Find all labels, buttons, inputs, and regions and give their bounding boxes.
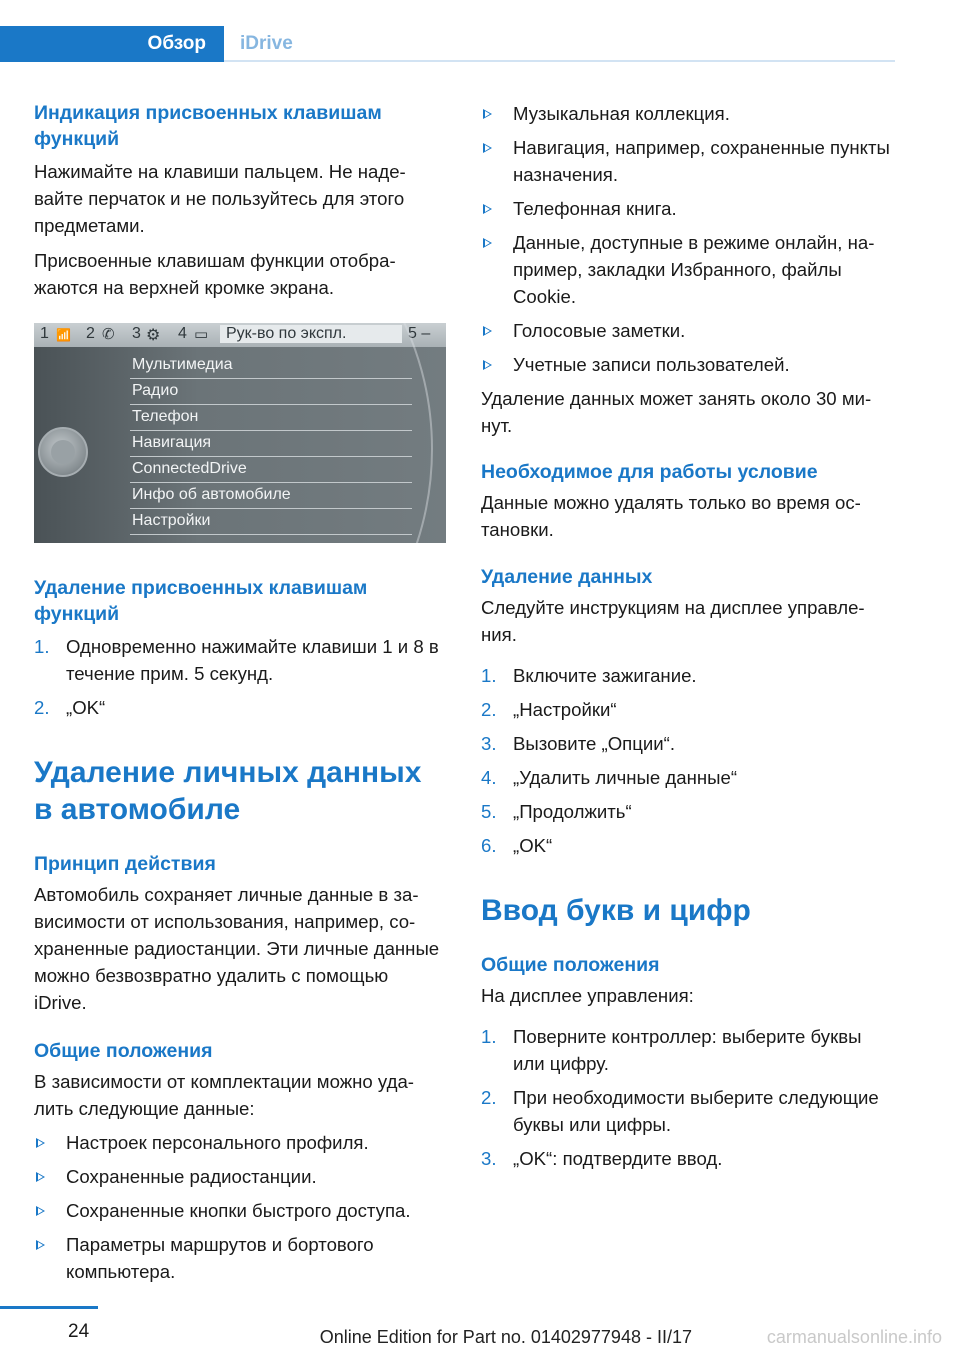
right-column: [481, 100, 893, 1172]
paragraph-condition: Данные можно удалять только во время остановки.: [481, 492, 861, 540]
paragraph-delete-time: Удаление данных может занять около 30 минут.: [481, 388, 872, 436]
paragraph-general-input: На дисплее управления:: [481, 985, 694, 1006]
menu-item: Телефон: [130, 405, 412, 431]
top-navigation: [0, 26, 895, 62]
edition-note: Online Edition for Part no. 01402977948 - II/17: [319, 1327, 692, 1347]
phone-icon: ✆: [102, 326, 115, 343]
heading-general-input: Общие положения: [481, 954, 660, 976]
heading-key-indication: Индикация присвоенных клавишам функций: [34, 102, 382, 150]
list-item: 3. „OK“: подтвердите ввод.: [481, 1148, 723, 1169]
idrive-screen-image: [34, 323, 446, 543]
heading-delete-personal-data: Удаление личных данных в автомобиле: [34, 756, 422, 826]
gear-icon: ⚙: [146, 327, 161, 344]
screen-tab-1: 1: [40, 325, 49, 342]
menu-item: ConnectedDrive: [130, 457, 412, 483]
deletable-data-list: [34, 1129, 446, 1285]
list-item: 3. Вызовите „Опции“.: [481, 733, 676, 754]
watermark: carmanualsonline.info: [766, 1327, 942, 1347]
list-item: 2. „Настройки“: [481, 699, 617, 720]
heading-delete-keys: Удаление присвоенных клавишам функций: [34, 577, 368, 625]
list-item: 5. „Продолжить“: [481, 801, 632, 822]
heading-condition: Необходимое для работы условие: [481, 461, 818, 483]
list-item: Музыкальная коллекция.: [481, 100, 893, 127]
list-item: 1. Одновременно нажимайте клавиши 1 и 8 в течение прим. 5 секунд.: [34, 636, 439, 684]
menu-item: Радио: [130, 379, 412, 405]
menu-item: Настройки: [130, 509, 412, 535]
heading-general: Общие положения: [34, 1040, 213, 1062]
screen-tab-4: 4: [178, 325, 187, 342]
list-item: 1. Поверните контроллер: выберите буквы или цифру.: [481, 1026, 862, 1074]
heading-principle: Принцип действия: [34, 853, 216, 875]
list-item: 6. „OK“: [481, 835, 553, 856]
tab-overview-label: Обзор: [147, 33, 206, 54]
car-icon: ▭: [194, 326, 209, 343]
screen-tab-3: 3: [132, 325, 141, 342]
controller-icon: [38, 427, 88, 477]
screen-tab-manual: Рук-во по экспл.: [220, 325, 402, 343]
paragraph-general: В зависимости от комплектации можно удалить следующие данные:: [34, 1071, 414, 1119]
list-item: Параметры маршрутов и бортового компьютера.: [34, 1231, 446, 1285]
heading-delete-data: Удаление данных: [481, 566, 653, 588]
list-item: Данные, доступные в режиме онлайн, например, закладки Избранного, файлы Cookie.: [481, 229, 893, 310]
menu-item: Навигация: [130, 431, 412, 457]
heading-input-letters: Ввод букв и цифр: [481, 894, 751, 927]
steps-delete-keys: [34, 633, 446, 721]
screen-tab-2: 2: [86, 325, 95, 342]
list-item: Настроек персонального профиля.: [34, 1129, 446, 1156]
header-divider: [224, 60, 895, 62]
antenna-icon: 📶: [56, 328, 71, 342]
screen-main-menu: [34, 347, 446, 543]
list-item: Навигация, например, сохраненные пункты назначения.: [481, 134, 893, 188]
steps-delete-data: [481, 662, 893, 859]
screen-tab-5: 5 –: [408, 325, 431, 342]
list-item: Сохраненные радиостанции.: [34, 1163, 446, 1190]
paragraph-delete-data: Следуйте инструкциям на дисплее управления.: [481, 597, 865, 645]
list-item: Голосовые заметки.: [481, 317, 893, 344]
menu-item: Инфо об автомобиле: [130, 483, 412, 509]
list-item: 2. „OK“: [34, 697, 106, 718]
left-column: [34, 100, 446, 1285]
paragraph-principle: Автомобиль сохраняет личные данные в зависимости от использования, например, сохраненные радиостанции. Эти личные данные можно безвозвратно удалить с помощью iDrive.: [34, 884, 440, 1013]
list-item: Сохраненные кнопки быстрого доступа.: [34, 1197, 446, 1224]
tab-idrive[interactable]: iDrive: [240, 33, 293, 54]
paragraph-keys-touch: Нажимайте на клавиши пальцем. Не надевайте перчаток и не пользуйтесь для этого предметами.: [34, 161, 406, 236]
menu-item: Мультимедиа: [130, 353, 412, 379]
page-number: 24: [68, 1321, 90, 1342]
list-item: Телефонная книга.: [481, 195, 893, 222]
list-item: 2. При необходимости выберите следующие буквы или цифры.: [481, 1087, 879, 1135]
paragraph-keys-display: Присвоенные клавишам функции отображаются на верхней кромке экрана.: [34, 250, 396, 298]
deletable-data-list-continued: [481, 100, 893, 378]
list-item: 4. „Удалить личные данные“: [481, 767, 738, 788]
footer-accent-line: [0, 1306, 98, 1309]
list-item: 1. Включите зажигание.: [481, 665, 697, 686]
tab-overview[interactable]: [0, 26, 224, 62]
steps-input: [481, 1023, 893, 1172]
list-item: Учетные записи пользователей.: [481, 351, 893, 378]
